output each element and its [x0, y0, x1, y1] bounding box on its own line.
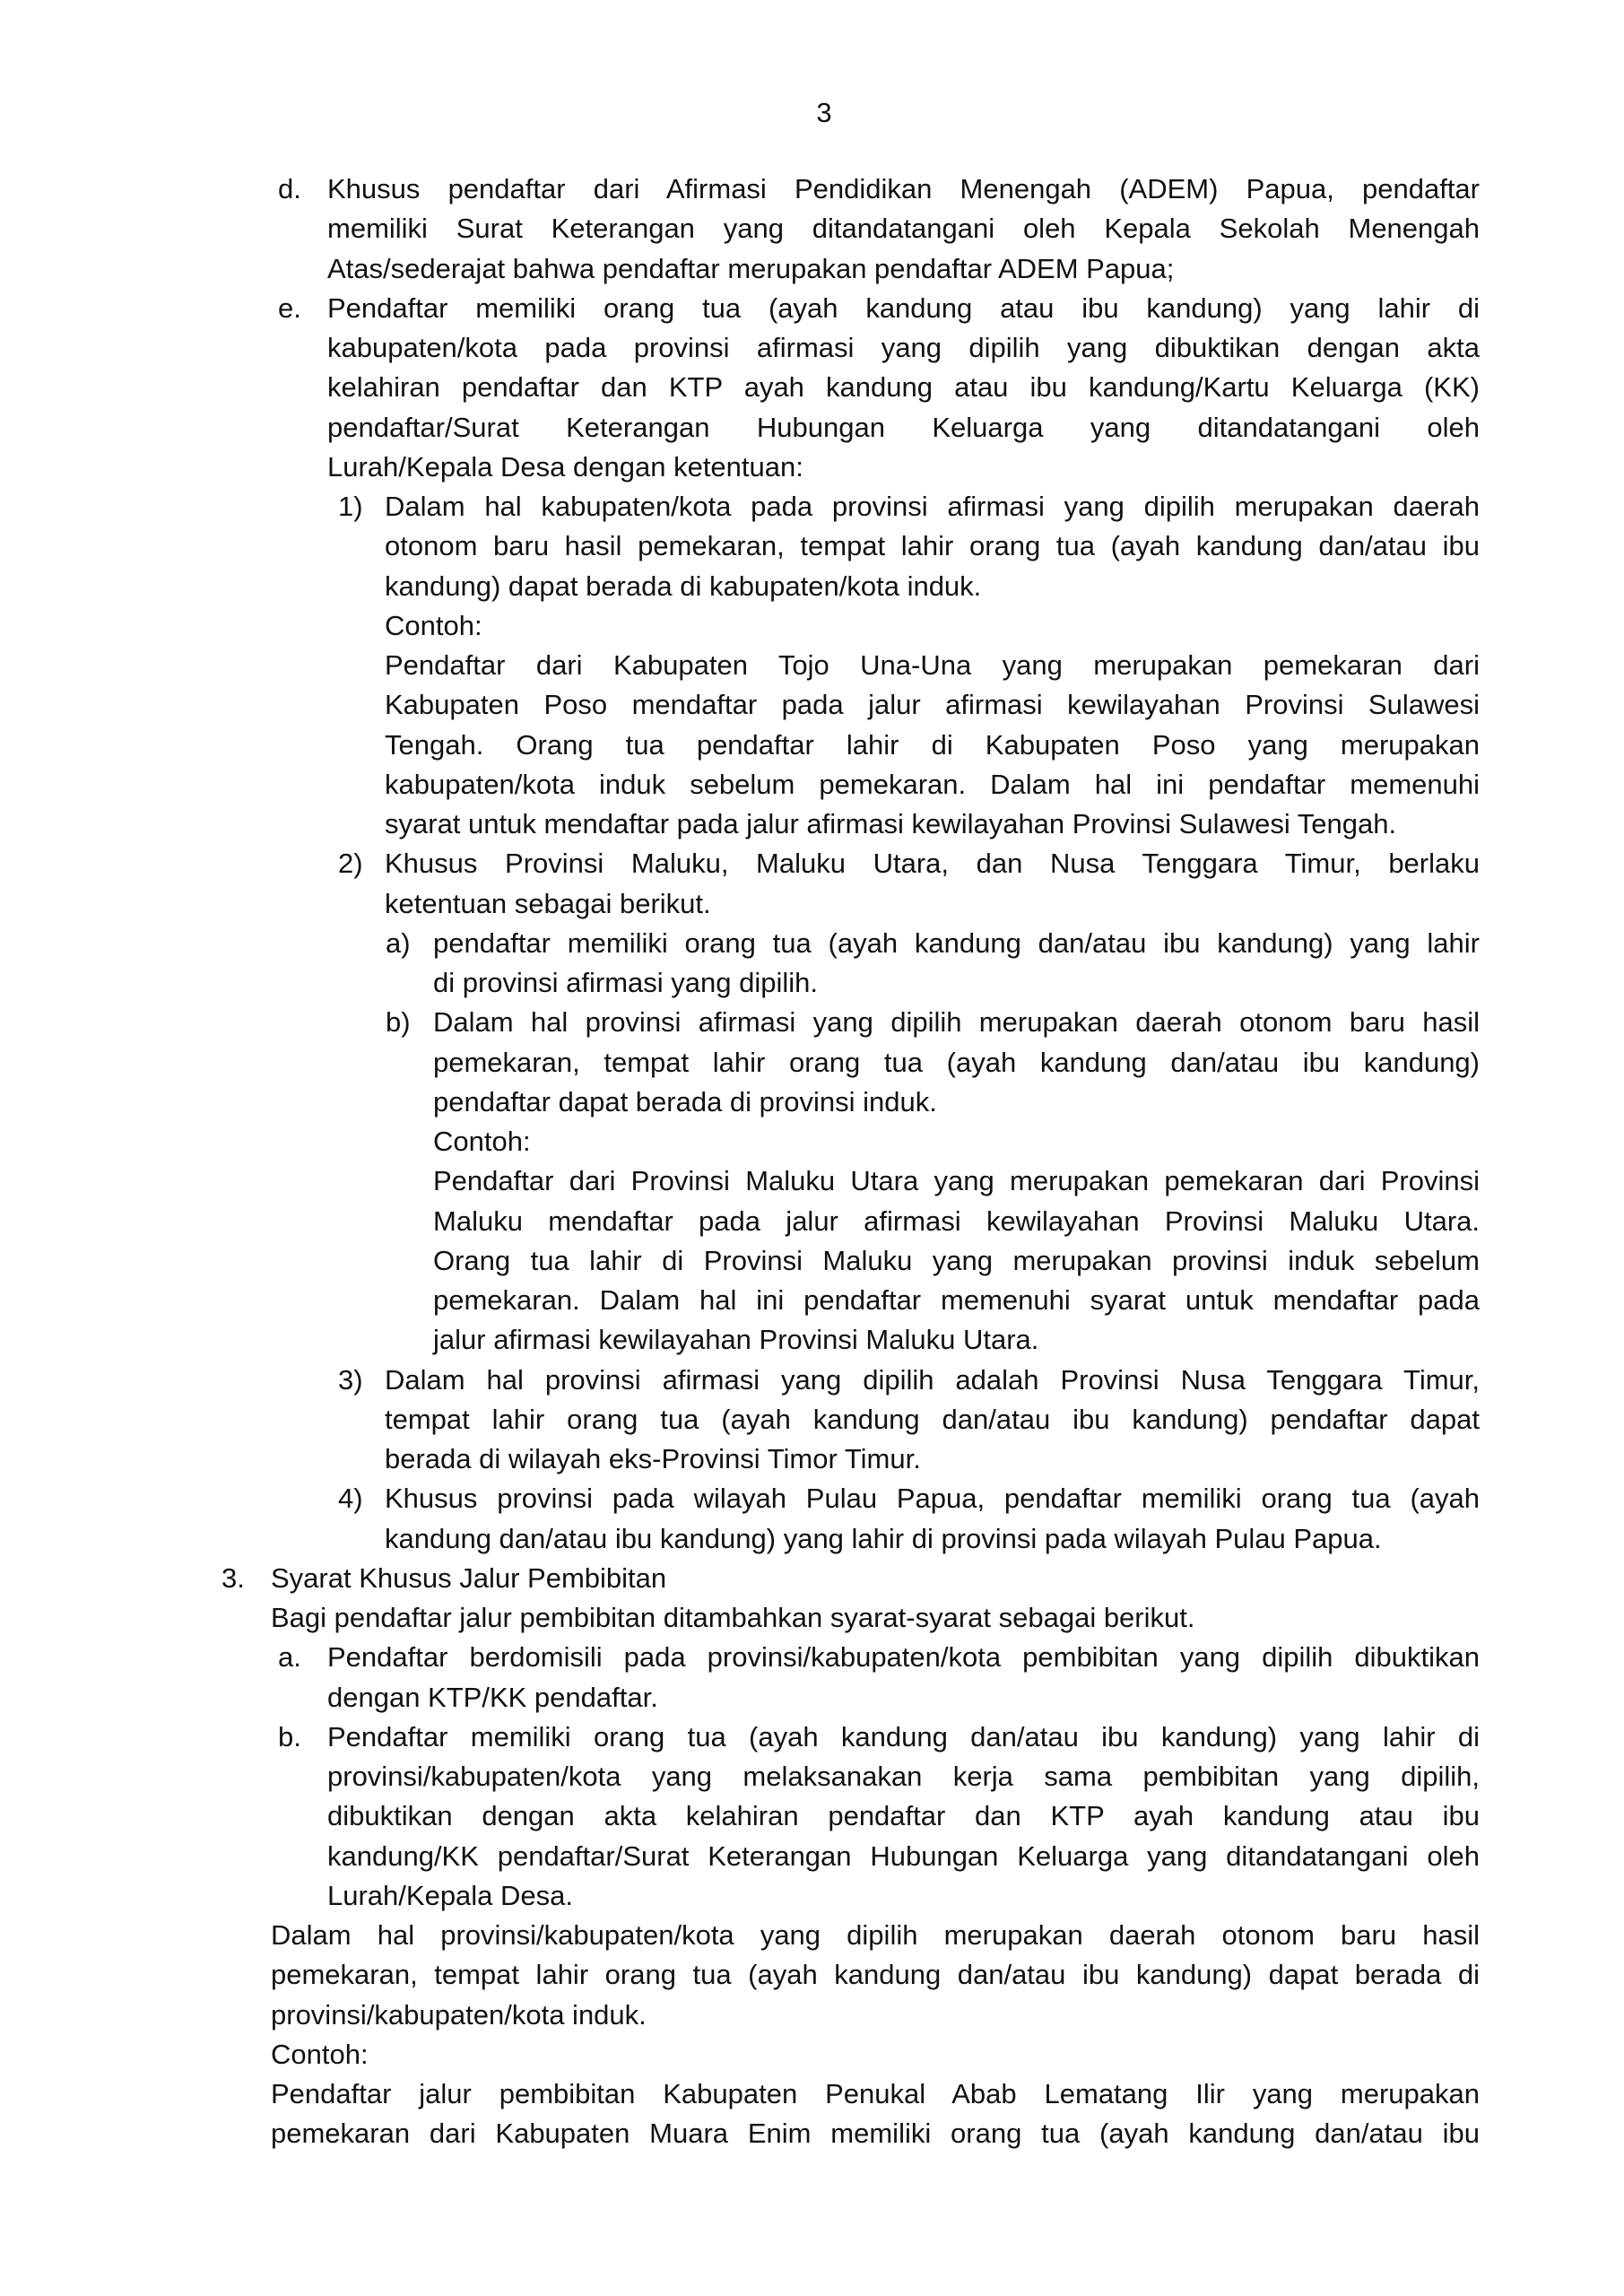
list-marker: 3): [338, 1363, 363, 1396]
paragraph-s3b: [327, 1718, 1480, 1916]
list-marker: 2): [338, 848, 363, 880]
text-line: pendaftar dapat berada di provinsi induk.: [433, 1085, 937, 1118]
paragraph-s3-example: [271, 2074, 1480, 2154]
text-line: Dalam hal provinsi afirmasi yang dipilih merupakan daerah otonom baru hasil: [433, 1006, 1480, 1039]
text-line: Pendaftar memiliki orang tua (ayah kandung dan/atau ibu kandung) yang lahir di: [327, 1720, 1480, 1752]
text-line: Lurah/Kepala Desa dengan ketentuan:: [327, 450, 803, 483]
paragraph-e4: [385, 1479, 1480, 1559]
text-line: Pendaftar memiliki orang tua (ayah kandung atau ibu kandung) yang lahir di: [327, 291, 1480, 324]
text-line: Pendaftar dari Kabupaten Tojo Una-Una yang merupakan pemekaran dari: [385, 649, 1480, 681]
text-line: provinsi/kabupaten/kota induk.: [271, 1998, 647, 2031]
text-line: Maluku mendaftar pada jalur afirmasi kewilayahan Provinsi Maluku Utara.: [433, 1205, 1480, 1237]
text-line: Contoh:: [271, 2038, 369, 2070]
text-line: Dalam hal provinsi afirmasi yang dipilih adalah Provinsi Nusa Tenggara Timur,: [385, 1363, 1480, 1396]
list-marker: e.: [278, 291, 301, 324]
text-line: Contoh:: [433, 1126, 531, 1157]
text-line: pemekaran, tempat lahir orang tua (ayah kandung dan/atau ibu kandung): [433, 1046, 1480, 1078]
list-marker: b.: [278, 1720, 301, 1752]
paragraph-s3-note: [271, 1916, 1480, 2035]
text-line: Tengah. Orang tua pendaftar lahir di Kabupaten Poso yang merupakan: [385, 728, 1480, 761]
text-line: Kabupaten Poso mendaftar pada jalur afirmasi kewilayahan Provinsi Sulawesi: [385, 689, 1480, 721]
paragraph-e2b: [433, 1003, 1480, 1122]
paragraph-e2b-example: [433, 1161, 1480, 1360]
text-line: Khusus provinsi pada wilayah Pulau Papua, pendaftar memiliki orang tua (ayah: [385, 1483, 1480, 1515]
paragraph-s3a: [327, 1638, 1480, 1718]
text-line: jalur afirmasi kewilayahan Provinsi Maluku Utara.: [433, 1324, 1039, 1356]
text-line: kelahiran pendaftar dan KTP ayah kandung atau ibu kandung/Kartu Keluarga (KK): [327, 371, 1480, 404]
paragraph-e: [327, 289, 1480, 487]
text-line: memiliki Surat Keterangan yang ditandatangani oleh Kepala Sekolah Menengah: [327, 213, 1480, 245]
list-marker: a): [386, 926, 411, 959]
list-marker: 4): [338, 1483, 363, 1515]
text-line: kabupaten/kota pada provinsi afirmasi yang dipilih yang dibuktikan dengan akta: [327, 332, 1480, 363]
text-line: pendaftar memiliki orang tua (ayah kandung dan/atau ibu kandung) yang lahir: [433, 926, 1480, 959]
text-line: Pendaftar jalur pembibitan Kabupaten Penukal Abab Lematang Ilir yang merupakan: [271, 2078, 1480, 2109]
text-line: berada di wilayah eks-Provinsi Timor Timur.: [385, 1443, 921, 1474]
paragraph-s3-intro: [271, 1598, 1480, 1638]
text-line: kandung/KK pendaftar/Surat Keterangan Hubungan Keluarga yang ditandatangani oleh: [327, 1839, 1480, 1872]
text-line: Orang tua lahir di Provinsi Maluku yang merupakan provinsi induk sebelum: [433, 1244, 1480, 1276]
text-line: ketentuan sebagai berikut.: [385, 887, 711, 919]
text-line: Syarat Khusus Jalur Pembibitan: [271, 1561, 667, 1594]
list-marker: a.: [278, 1641, 301, 1674]
text-line: Dalam hal kabupaten/kota pada provinsi afirmasi yang dipilih merupakan daerah: [385, 491, 1480, 522]
text-line: provinsi/kabupaten/kota yang melaksanakan kerja sama pembibitan yang dipilih,: [327, 1761, 1480, 1792]
text-line: Bagi pendaftar jalur pembibitan ditambahkan syarat-syarat sebagai berikut.: [271, 1602, 1195, 1633]
paragraph-e1: [385, 487, 1480, 606]
text-line: Pendaftar berdomisili pada provinsi/kabupaten/kota pembibitan yang dipilih dibuktikan: [327, 1641, 1480, 1674]
text-line: Atas/sederajat bahwa pendaftar merupakan pendaftar ADEM Papua;: [327, 252, 1175, 284]
paragraph-s3: [271, 1559, 1480, 1598]
text-line: Pendaftar dari Provinsi Maluku Utara yang merupakan pemekaran dari Provinsi: [433, 1165, 1480, 1197]
text-line: di provinsi afirmasi yang dipilih.: [433, 967, 819, 998]
text-line: Dalam hal provinsi/kabupaten/kota yang dipilih merupakan daerah otonom baru hasil: [271, 1919, 1480, 1951]
paragraph-e2: [385, 844, 1480, 924]
paragraph-e1-contoh: [385, 606, 1480, 646]
paragraph-s3-contoh: [271, 2035, 1480, 2074]
text-line: Khusus Provinsi Maluku, Maluku Utara, dan Nusa Tenggara Timur, berlaku: [385, 848, 1480, 880]
text-line: kandung dan/atau ibu kandung) yang lahir di provinsi pada wilayah Pulau Papua.: [385, 1522, 1382, 1554]
text-line: kabupaten/kota induk sebelum pemekaran. Dalam hal ini pendaftar memenuhi: [385, 768, 1480, 800]
text-line: Contoh:: [385, 609, 482, 641]
page-number: 3: [816, 97, 832, 128]
text-line: Khusus pendaftar dari Afirmasi Pendidikan Menengah (ADEM) Papua, pendaftar: [327, 173, 1480, 204]
text-line: kandung) dapat berada di kabupaten/kota induk.: [385, 570, 982, 602]
paragraph-e1-example: [385, 646, 1480, 844]
paragraph-e2b-contoh: [433, 1122, 1480, 1161]
text-line: pendaftar/Surat Keterangan Hubungan Keluarga yang ditandatangani oleh: [327, 411, 1480, 443]
text-line: pemekaran dari Kabupaten Muara Enim memiliki orang tua (ayah kandung dan/atau ibu: [271, 2118, 1480, 2150]
paragraph-e3: [385, 1361, 1480, 1480]
list-marker: d.: [278, 173, 301, 204]
paragraph-e2a: [433, 924, 1480, 1004]
text-line: dengan KTP/KK pendaftar.: [327, 1681, 658, 1713]
paragraph-d: [327, 170, 1480, 289]
text-line: Lurah/Kepala Desa.: [327, 1879, 574, 1911]
text-line: pemekaran, tempat lahir orang tua (ayah kandung dan/atau ibu kandung) dapat berada di: [271, 1959, 1480, 1991]
list-marker: b): [386, 1006, 411, 1039]
text-line: syarat untuk mendaftar pada jalur afirmasi kewilayahan Provinsi Sulawesi Tengah.: [385, 808, 1397, 839]
text-line: otonom baru hasil pemekaran, tempat lahir orang tua (ayah kandung dan/atau ibu: [385, 530, 1480, 562]
text-line: pemekaran. Dalam hal ini pendaftar memenuhi syarat untuk mendaftar pada: [433, 1284, 1480, 1316]
text-line: dibuktikan dengan akta kelahiran pendaftar dan KTP ayah kandung atau ibu: [327, 1800, 1480, 1832]
list-marker: 1): [338, 491, 363, 522]
text-line: tempat lahir orang tua (ayah kandung dan/atau ibu kandung) pendaftar dapat: [385, 1403, 1480, 1435]
list-marker: 3.: [221, 1561, 245, 1594]
